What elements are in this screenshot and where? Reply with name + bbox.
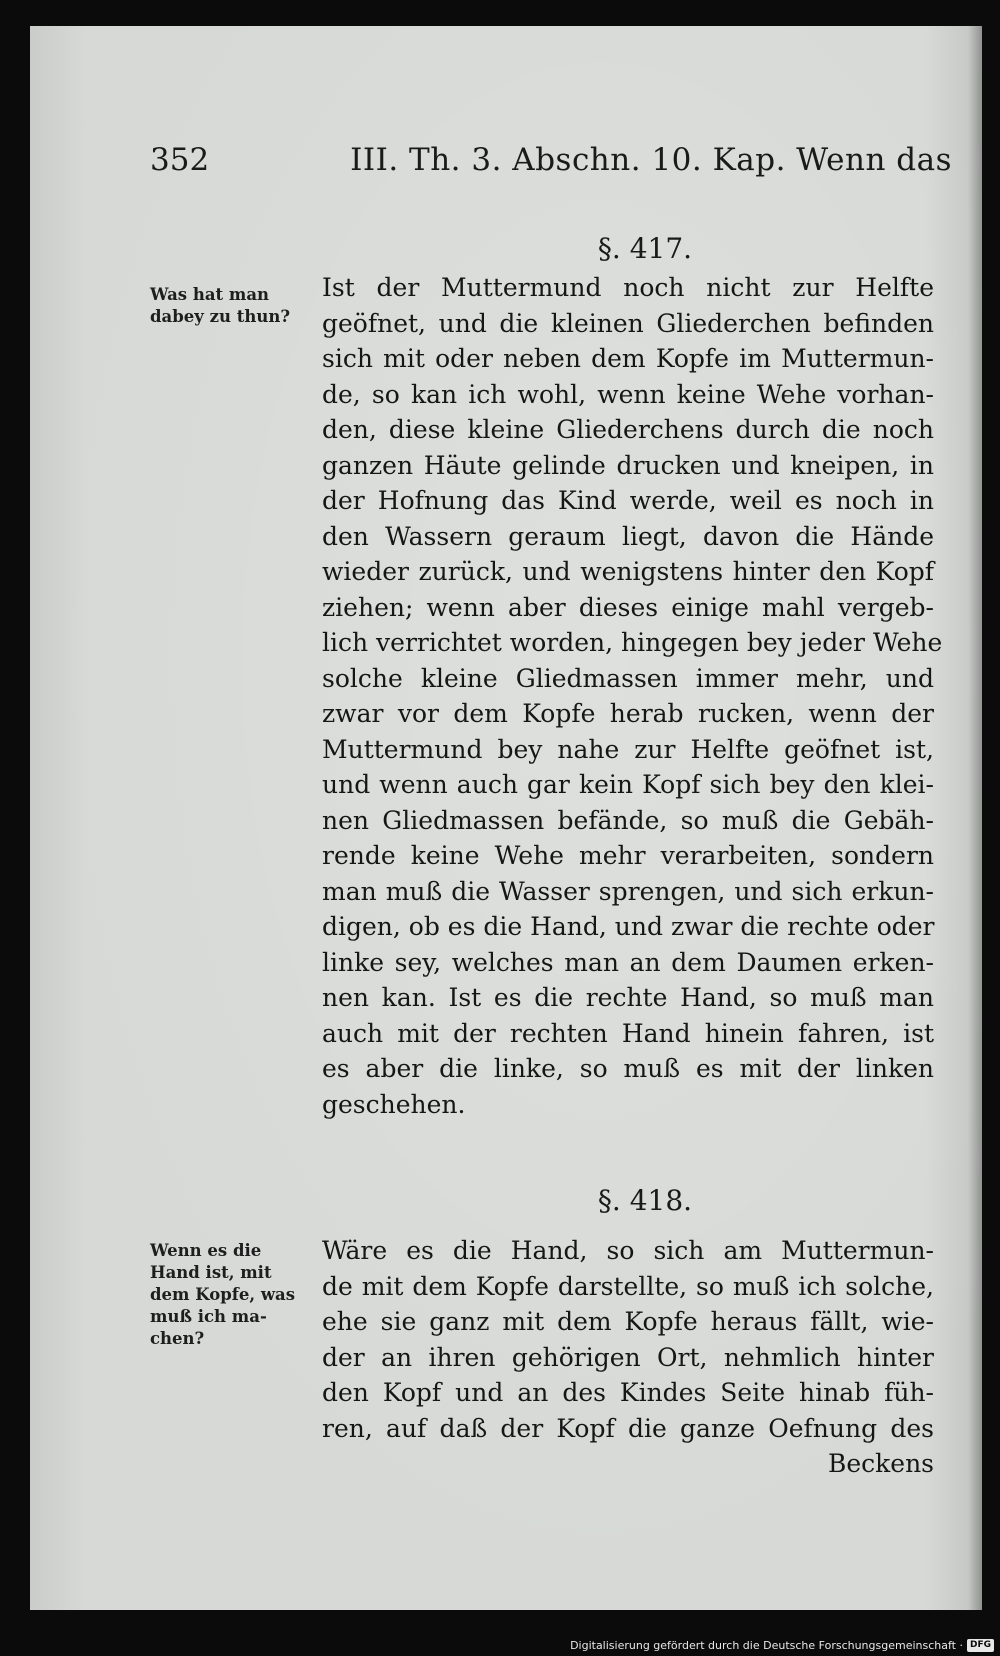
book-page — [30, 26, 982, 1610]
text-line: Ist der Muttermund noch nicht zur Helfte — [322, 273, 934, 302]
digitization-credit — [570, 1639, 994, 1652]
marginal-note-417 — [150, 284, 300, 328]
text-line: de mit dem Kopfe darstellte, so muß ich solche, — [322, 1271, 934, 1301]
text-line: ganzen Häute gelinde drucken und kneipen, in — [322, 450, 934, 480]
section-heading-417: §. 417. — [597, 232, 693, 265]
text-line: Muttermund bey nahe zur Helfte geöfnet ist, — [322, 734, 934, 764]
text-line: ehe sie ganz mit dem Kopfe heraus fällt, wie- — [322, 1307, 934, 1336]
text-line: geöfnet, und die kleinen Gliederchen befinden — [322, 308, 934, 338]
text-line: lich verrichtet worden, hingegen bey jeder Wehe — [322, 628, 943, 657]
dfg-logo-icon: DFG — [967, 1639, 994, 1652]
section-heading-418: §. 418. — [597, 1184, 693, 1217]
marginal-note-418 — [150, 1240, 300, 1350]
text-line: der an ihren gehörigen Ort, nehmlich hinter — [322, 1342, 934, 1372]
text-line: man muß die Wasser sprengen, und sich erkun- — [322, 876, 934, 906]
text-line: linke sey, welches man an dem Daumen erken- — [322, 947, 934, 977]
paragraph-418 — [322, 1233, 934, 1482]
text-line: auch mit der rechten Hand hinein fahren, ist — [322, 1018, 934, 1048]
text-line: den, diese kleine Gliederchens durch die noch — [322, 415, 934, 444]
marginal-line: Was hat man — [150, 285, 270, 304]
marginal-line: Hand ist, mit — [150, 1263, 272, 1282]
text-line: den Kopf und an des Kindes Seite hinab füh- — [322, 1378, 934, 1407]
credit-text: Digitalisierung gefördert durch die Deutsche Forschungsgemeinschaft · — [570, 1639, 963, 1652]
text-line: und wenn auch gar kein Kopf sich bey den klei- — [322, 770, 934, 799]
text-line: Wäre es die Hand, so sich am Muttermun- — [322, 1236, 934, 1265]
text-line: rende keine Wehe mehr verarbeiten, sondern — [322, 841, 934, 870]
text-line: den Wassern geraum liegt, davon die Hände — [322, 521, 934, 551]
marginal-line: Wenn es die — [150, 1241, 262, 1260]
marginal-line: chen? — [150, 1329, 205, 1348]
text-line: solche kleine Gliedmassen immer mehr, und — [322, 663, 934, 693]
page-number: 352 — [150, 142, 210, 178]
marginal-line: dem Kopfe, was — [150, 1285, 296, 1304]
text-line: geschehen. — [322, 1089, 466, 1119]
text-line: zwar vor dem Kopfe herab rucken, wenn der — [322, 699, 934, 728]
page-header — [150, 138, 962, 194]
marginal-line: dabey zu thun? — [150, 307, 290, 326]
text-line: es aber die linke, so muß es mit der linken — [322, 1054, 934, 1083]
page-edge-shadow — [968, 26, 982, 1610]
text-line: nen kan. Ist es die rechte Hand, so muß man — [322, 983, 934, 1012]
text-line: sich mit oder neben dem Kopfe im Muttermun- — [322, 344, 934, 373]
text-line: ren, auf daß der Kopf die ganze Oefnung des — [322, 1413, 934, 1443]
text-line: wieder zurück, und wenigstens hinter den Kopf — [322, 557, 934, 586]
text-line: der Hofnung das Kind werde, weil es noch in — [322, 486, 934, 515]
running-head: III. Th. 3. Abschn. 10. Kap. Wenn das — [350, 142, 952, 178]
text-line: ziehen; wenn aber dieses einige mahl vergeb- — [322, 592, 934, 622]
paragraph-417 — [322, 270, 943, 1122]
text-line: digen, ob es die Hand, und zwar die rechte oder — [322, 912, 935, 941]
text-line: nen Gliedmassen befände, so muß die Gebäh- — [322, 805, 934, 835]
text-line: de, so kan ich wohl, wenn keine Wehe vorhan- — [322, 379, 934, 409]
marginal-line: muß ich ma- — [150, 1307, 267, 1326]
catchword: Beckens — [827, 1449, 934, 1478]
